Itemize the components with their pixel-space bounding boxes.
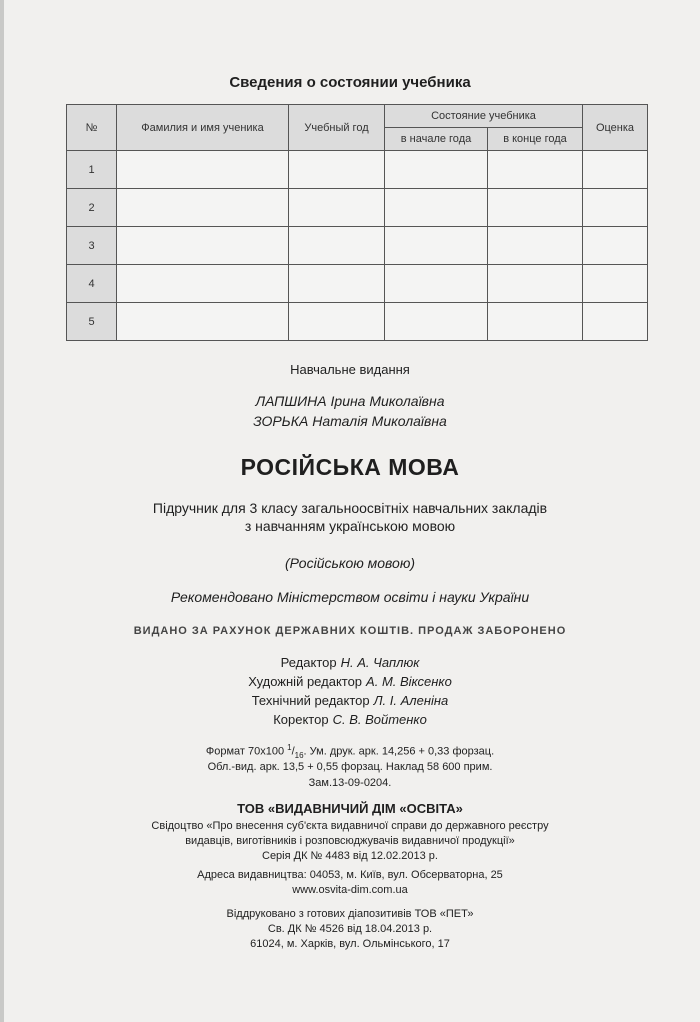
publisher-name: ТОВ «ВИДАВНИЧИЙ ДІМ «ОСВІТА» xyxy=(237,801,463,816)
cell-condition-end xyxy=(488,227,583,265)
cell-student-name xyxy=(117,189,289,227)
cell-grade xyxy=(583,265,648,303)
publisher-cert-1: Свідоцтво «Про внесення суб'єкта видавничої справи до державного реєстру xyxy=(151,820,549,832)
staff-name: Н. А. Чаплюк xyxy=(340,655,420,670)
print-volume: Обл.-вид. арк. 13,5 + 0,55 форзац. Наклад 58 600 прим. xyxy=(207,761,493,773)
column-header-school-year: Учебный год xyxy=(289,105,385,151)
table-row xyxy=(67,265,648,303)
cell-grade xyxy=(583,151,648,189)
row-number: 5 xyxy=(67,303,117,341)
staff-role: Технічний редактор xyxy=(251,693,370,708)
author-2: ЗОРЬКА Наталія Миколаївна xyxy=(253,413,447,429)
edition-type: Навчальне видання xyxy=(290,362,410,377)
column-header-textbook-condition: Состояние учебника xyxy=(385,105,583,128)
cell-grade xyxy=(583,303,648,341)
language-note: (Російською мовою) xyxy=(284,555,416,571)
cell-student-name xyxy=(117,227,289,265)
column-header-number: № xyxy=(67,105,117,151)
format-prefix: Формат 70x100 xyxy=(205,745,288,758)
row-number: 4 xyxy=(67,265,117,303)
row-number: 3 xyxy=(67,227,117,265)
format-fraction-den: 16 xyxy=(294,750,304,760)
cell-school-year xyxy=(289,189,385,227)
cell-condition-end xyxy=(488,303,583,341)
publisher-website: www.osvita-dim.com.ua xyxy=(292,884,408,896)
column-header-condition-end: в конце года xyxy=(488,128,583,151)
order-number: Зам.13-09-0204. xyxy=(308,777,392,789)
funding-note: ВИДАНО ЗА РАХУНОК ДЕРЖАВНИХ КОШТІВ. ПРОДАЖ ЗАБОРОНЕНО xyxy=(133,625,567,637)
cell-condition-start xyxy=(385,151,488,189)
cell-school-year xyxy=(289,303,385,341)
format-fraction-num: 1 xyxy=(287,743,292,752)
row-number: 1 xyxy=(67,151,117,189)
printer-line-2: Св. ДК № 4526 від 18.04.2013 р. xyxy=(267,923,433,935)
printer-line-1: Віддруковано з готових діапозитивів ТОВ «ПЕТ» xyxy=(226,908,474,920)
cell-school-year xyxy=(289,151,385,189)
staff-name: Л. І. Аленіна xyxy=(373,693,449,708)
table-heading: Сведения о состоянии учебника xyxy=(229,74,471,91)
column-header-condition-start: в начале года xyxy=(385,128,488,151)
cell-student-name xyxy=(117,303,289,341)
book-title: РОСІЙСЬКА МОВА xyxy=(240,454,460,480)
textbook-condition-table xyxy=(66,104,648,341)
printer-line-3: 61024, м. Харків, вул. Ольмінського, 17 xyxy=(250,938,450,950)
cell-condition-start xyxy=(385,227,488,265)
table-row xyxy=(67,227,648,265)
cell-student-name xyxy=(117,151,289,189)
cell-condition-start xyxy=(385,265,488,303)
staff-role: Художній редактор xyxy=(248,674,363,689)
subtitle-line-1: Підручник для 3 класу загальноосвітніх навчальних закладів xyxy=(152,500,548,516)
cell-condition-start xyxy=(385,303,488,341)
table-row xyxy=(67,189,648,227)
staff-role: Коректор xyxy=(273,712,329,727)
cell-condition-start xyxy=(385,189,488,227)
author-1: ЛАПШИНА Ірина Миколаївна xyxy=(255,393,445,409)
column-header-grade: Оценка xyxy=(583,105,648,151)
publisher-cert-2: видавців, виготівників і розповсюджувачів видавничої продукції» xyxy=(185,835,515,847)
recommendation: Рекомендовано Міністерством освіти і науки України xyxy=(170,589,530,605)
table-row xyxy=(67,151,648,189)
cell-condition-end xyxy=(488,189,583,227)
staff-row xyxy=(0,674,700,689)
staff-row xyxy=(0,712,700,727)
print-format: Формат 70x100 $^1/_{16}$. Ум. друк. арк. 14,256 + 0,33 форзац. xyxy=(205,743,495,760)
staff-role: Редактор xyxy=(280,655,337,670)
row-number: 2 xyxy=(67,189,117,227)
column-header-student-name: Фамилия и имя ученика xyxy=(117,105,289,151)
staff-row xyxy=(0,655,700,670)
cell-school-year xyxy=(289,227,385,265)
subtitle-line-2: з навчанням українською мовою xyxy=(244,518,456,534)
staff-name: С. В. Войтенко xyxy=(332,712,427,727)
table-row xyxy=(67,303,648,341)
publisher-cert-3: Серія ДК № 4483 від 12.02.2013 р. xyxy=(262,850,438,862)
publisher-address: Адреса видавництва: 04053, м. Київ, вул. Обсерваторна, 25 xyxy=(197,869,503,881)
cell-student-name xyxy=(117,265,289,303)
cell-grade xyxy=(583,189,648,227)
cell-condition-end xyxy=(488,265,583,303)
format-suffix: . Ум. друк. арк. 14,256 + 0,33 форзац. xyxy=(303,745,495,758)
cell-grade xyxy=(583,227,648,265)
cell-condition-end xyxy=(488,151,583,189)
staff-row xyxy=(0,693,700,708)
staff-name: А. М. Віксенко xyxy=(366,674,452,689)
cell-school-year xyxy=(289,265,385,303)
